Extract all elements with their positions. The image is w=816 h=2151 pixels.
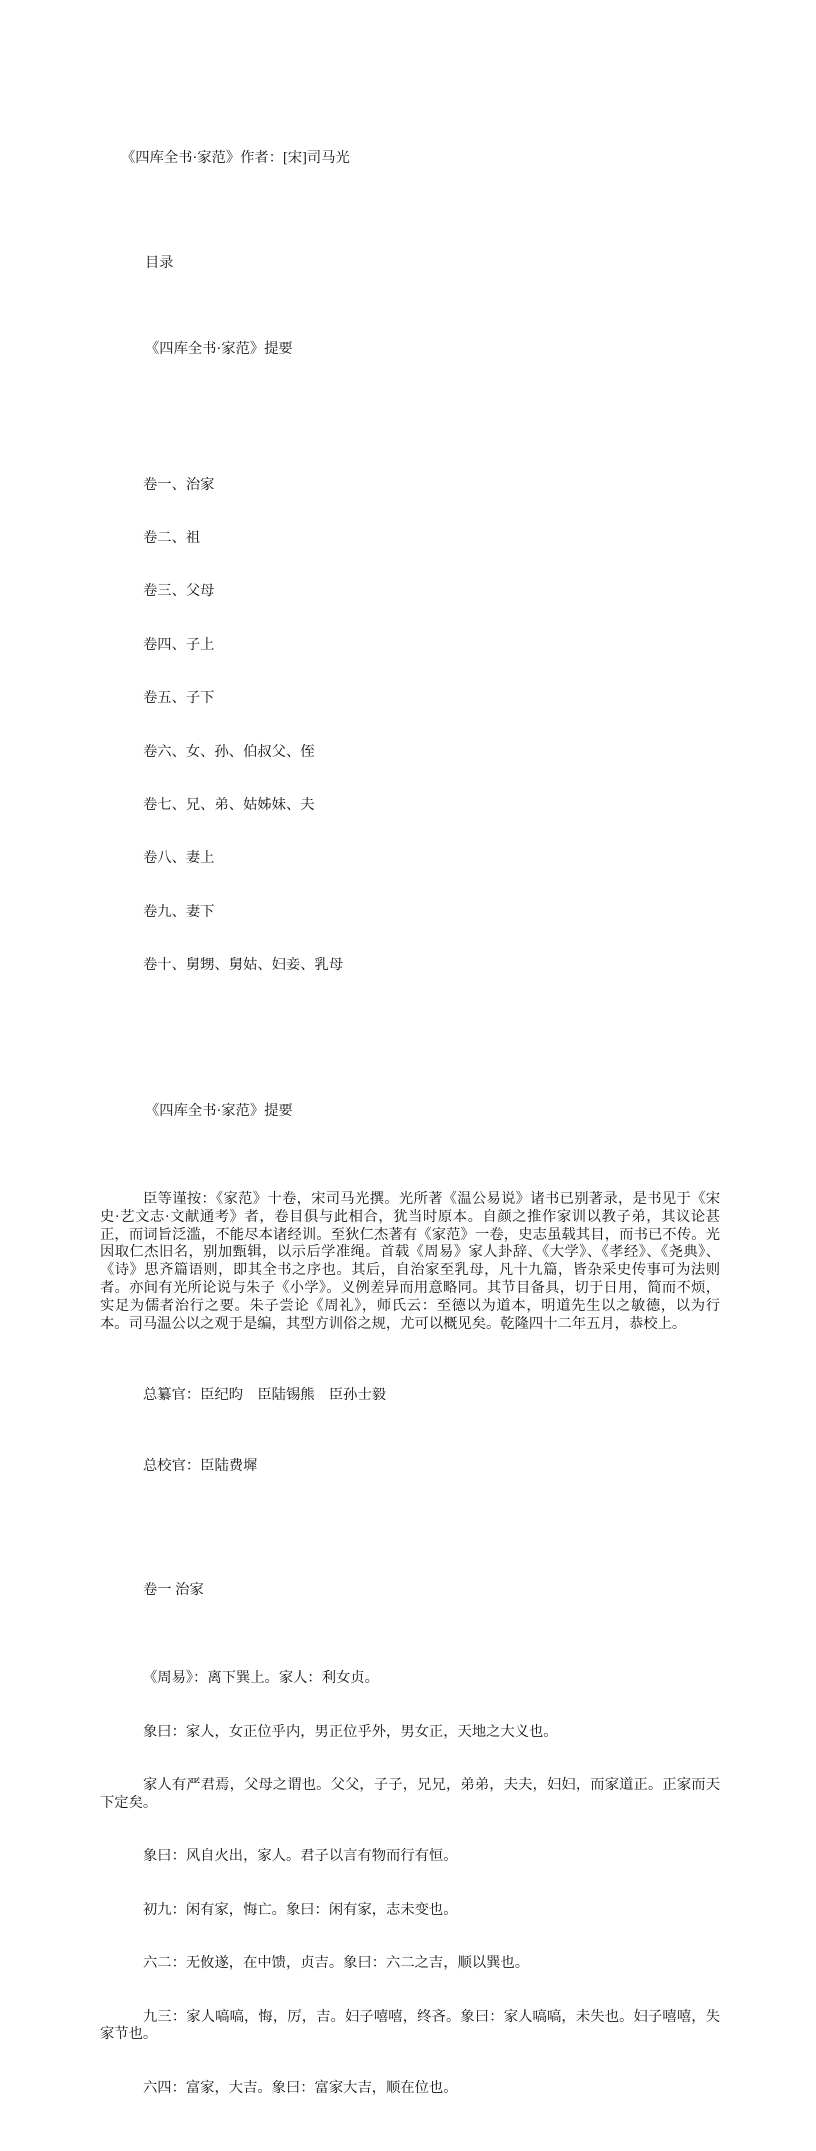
toc-item: 卷八、妻上 bbox=[143, 850, 215, 867]
chapter-paragraph: 家人有严君焉，父母之谓也。父父，子子，兄兄，弟弟，夫夫，妇妇，而家道正。正家而天下定矣。 bbox=[100, 1777, 720, 1811]
toc-item: 卷七、兄、弟、姑姊妹、夫 bbox=[143, 796, 315, 813]
author-credit: 作者：[宋]司马光 bbox=[240, 150, 350, 167]
chapter-paragraph: 九三：家人嗃嗃，悔，厉，吉。妇子嘻嘻，终吝。象曰：家人嗃嗃，未失也。妇子嘻嘻，失家节也。 bbox=[100, 2008, 720, 2043]
toc-item: 卷二、祖 bbox=[143, 529, 201, 546]
toc-item: 卷一、治家 bbox=[143, 476, 215, 493]
chief-proofreader-line: 总校官：臣陆费墀 bbox=[143, 1457, 258, 1474]
abstract-heading: 《四库全书·家范》提要 bbox=[145, 1102, 293, 1119]
toc-item: 卷九、妻下 bbox=[143, 903, 215, 920]
chapter-paragraph: 《周易》：离下巽上。家人：利女贞。 bbox=[143, 1670, 379, 1687]
toc-item: 卷三、父母 bbox=[143, 583, 215, 600]
book-title: 《四库全书·家范》 bbox=[121, 150, 241, 167]
toc-item: 卷十、舅甥、舅姑、妇妾、乳母 bbox=[143, 957, 344, 974]
toc-item: 卷四、子上 bbox=[143, 636, 215, 653]
document-content bbox=[100, 97, 720, 2151]
toc-list bbox=[100, 441, 720, 1011]
toc-item: 卷六、女、孙、伯叔父、侄 bbox=[143, 743, 315, 760]
chapter-one-heading: 卷一 治家 bbox=[143, 1582, 204, 1599]
chief-compilers-line: 总纂官：臣纪昀 臣陆锡熊 臣孙士毅 bbox=[143, 1386, 387, 1403]
chapter-paragraph: 象曰：风自火出，家人。君子以言有物而行有恒。 bbox=[143, 1848, 458, 1865]
chapter-paragraph: 初九：闲有家，悔亡。象曰：闲有家，志未变也。 bbox=[143, 1901, 458, 1918]
toc-heading: 目录 bbox=[145, 254, 174, 271]
chapter-paragraph: 六四：富家，大吉。象曰：富家大吉，顺在位也。 bbox=[143, 2079, 458, 2096]
toc-abstract-entry: 《四库全书·家范》提要 bbox=[145, 340, 293, 357]
chapter-paragraph: 六二：无攸遂，在中馈，贞吉。象曰：六二之吉，顺以巽也。 bbox=[143, 1955, 530, 1972]
toc-item: 卷五、子下 bbox=[143, 690, 215, 707]
chapter-paragraph: 象曰：家人，女正位乎内，男正位乎外，男女正，天地之大义也。 bbox=[143, 1723, 558, 1740]
document-title-line bbox=[100, 150, 720, 168]
abstract-paragraph: 臣等谨按：《家范》十卷，宋司马光撰。光所著《温公易说》诸书已别著录，是书见于《宋史·艺文志·文献通考》者，卷目俱与此相合，犹当时原本。自颜之推作家训以教子弟，其议论甚正，而词旨泛滥，不能尽本诸经训。至狄仁杰著有《家范》一卷，史志虽载其目，而书已不传。光因取仁杰旧名，别加甄辑，以示后学准绳。首载《周易》家人卦辞、《大学》、《孝经》、《尧典》、《诗》思齐篇语则，即其全书之序也。其后，自治家至乳母，凡十九篇，皆杂采史传事可为法则者。亦间有光所论说与朱子《小学》。义例差异而用意略同。其节目备具，切于日用，简而不烦，实足为儒者治行之要。朱子尝论《周礼》，师氏云：至德以为道本，明道先生以之敏德，以为行本。司马温公以之观于是编，其型方训俗之规，尤可以概见矣。乾隆四十二年五月，恭校上。 bbox=[100, 1191, 720, 1332]
